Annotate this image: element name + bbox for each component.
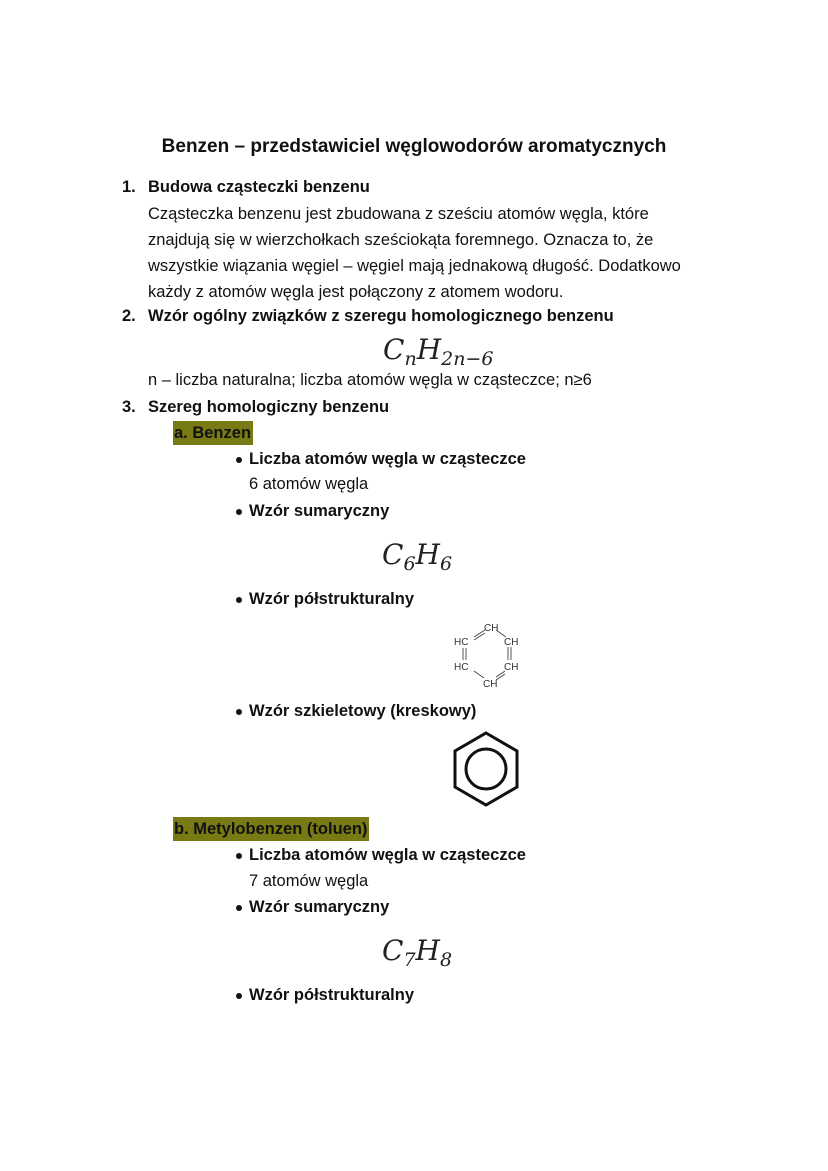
paragraph-line: Cząsteczka benzenu jest zbudowana z sześciu atomów węgla, które (148, 205, 649, 223)
bullet-icon (236, 597, 242, 603)
atom-upper-right: CH (504, 637, 519, 648)
paragraph-line: wszystkie wiązania węgiel – węgiel mają jednakową długość. Dodatkowo (148, 257, 681, 275)
carbon-count-value-b: 7 atomów węgla (249, 872, 369, 890)
page-title: Benzen – przedstawiciel węglowodorów aromatycznych (161, 136, 667, 157)
bullet-carbon-count-b: Liczba atomów węgla w cząsteczce (236, 846, 526, 865)
paragraph-line: znajdują się w wierzchołkach sześciokąta foremnego. Oznacza to, że (148, 231, 654, 249)
aromatic-circle (466, 749, 506, 789)
section-1-number: 1. (122, 178, 136, 196)
benzene-skeletal-diagram (445, 728, 527, 810)
atom-lower-left: HC (454, 662, 469, 673)
subsection-b-toluen: b. Metylobenzen (toluen) (173, 817, 369, 841)
bullet-molecular-formula-a: Wzór sumaryczny (236, 502, 389, 521)
section-3-heading: Szereg homologiczny benzenu (148, 398, 390, 416)
bullet-skeletal-a: Wzór szkieletowy (kreskowy) (236, 702, 476, 721)
paragraph-line: każdy z atomów węgla jest połączony z atomem wodoru. (148, 283, 564, 301)
bullet-carbon-count-a: Liczba atomów węgla w cząsteczce (236, 450, 526, 469)
formula-note: n – liczba naturalna; liczba atomów węgla w cząsteczce; n≥6 (148, 371, 592, 389)
bullet-molecular-formula-b: Wzór sumaryczny (236, 898, 389, 917)
atom-top: CH (484, 623, 499, 634)
bullet-semistructural-b: Wzór półstrukturalny (236, 986, 414, 1005)
atom-upper-left: HC (454, 637, 469, 648)
section-1-paragraph (148, 201, 748, 305)
bullet-icon (236, 457, 242, 463)
hexagon-ring (455, 733, 517, 805)
benzene-semistructural-diagram (440, 615, 540, 693)
atom-lower-right: CH (504, 662, 519, 673)
section-1-heading: Budowa cząsteczki benzenu (148, 178, 370, 196)
bullet-icon (236, 509, 242, 515)
bullet-icon (236, 905, 242, 911)
section-3-number: 3. (122, 398, 136, 416)
section-2-number: 2. (122, 307, 136, 325)
molecular-formula-a: $C_6H_6$ (382, 538, 453, 575)
carbon-count-value-a: 6 atomów węgla (249, 475, 369, 493)
bullet-icon (236, 709, 242, 715)
molecular-formula-b: $C_7H_8$ (382, 934, 453, 971)
subsection-a-benzen: a. Benzen (173, 421, 253, 445)
atom-bottom: CH (483, 679, 498, 690)
general-formula: $C_nH_{2n-6}$ (383, 333, 494, 370)
bullet-icon (236, 853, 242, 859)
section-2-heading: Wzór ogólny związków z szeregu homologicznego benzenu (148, 307, 614, 325)
bullet-icon (236, 993, 242, 999)
bullet-semistructural-a: Wzór półstrukturalny (236, 590, 414, 609)
